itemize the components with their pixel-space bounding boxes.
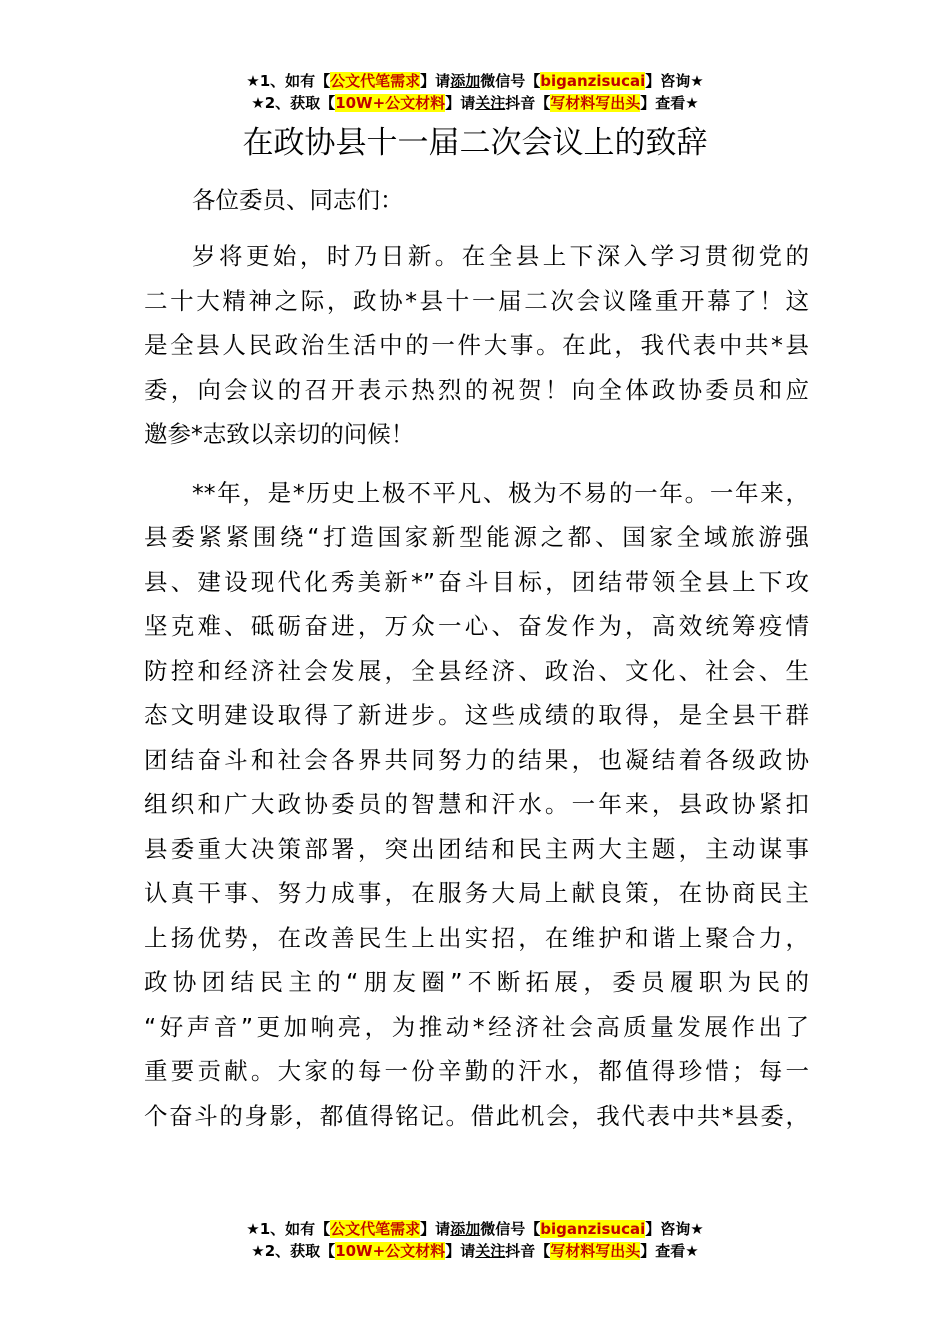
banner-wechat-id: biganzisucai (540, 72, 646, 90)
banner-underlined-text: 添加 (450, 1220, 481, 1238)
banner-highlight: 10W+公文材料 (335, 94, 446, 112)
banner-text: 】咨询★ (645, 72, 704, 90)
banner-text: 】请 (445, 94, 476, 112)
banner-underlined-text: 关注 (475, 94, 506, 112)
banner-line-2 (0, 1240, 950, 1262)
paragraph-line: 组织和广大政协委员的智慧和汗水。一年来，县政协紧扣 (144, 790, 809, 818)
top-banner (0, 70, 950, 114)
paragraph-line: 县、建设现代化秀美新*”奋斗目标，团结带领全县上下攻 (144, 567, 809, 596)
banner-text: ★1、如有【 (246, 72, 331, 90)
banner-highlight: 公文代笔需求 (330, 1220, 421, 1238)
paragraph-line: **年，是*历史上极不平凡、极为不易的一年。一年来， (192, 478, 809, 507)
banner-text: 】咨询★ (645, 1220, 704, 1238)
banner-text: 】请 (420, 1220, 451, 1238)
paragraph-line: 防控和经济社会发展，全县经济、政治、文化、社会、生 (144, 656, 809, 685)
banner-text: 】请 (445, 1242, 476, 1260)
paragraph-line: 县委重大决策部署，突出团结和民主两大主题，主动谋事 (144, 834, 809, 863)
paragraph-line: 邀参*志致以亲切的问候！ (144, 420, 415, 448)
paragraph-line: 岁将更始，时乃日新。在全县上下深入学习贯彻党的 (192, 242, 809, 270)
banner-highlight: 公文代笔需求 (330, 72, 421, 90)
paragraph-line: 态文明建设取得了新进步。这些成绩的取得，是全县干群 (144, 701, 809, 729)
paragraph-line: 重要贡献。大家的每一份辛勤的汗水，都值得珍惜；每一 (144, 1057, 809, 1085)
banner-line-1 (0, 70, 950, 92)
banner-text: ★2、获取【 (251, 94, 336, 112)
banner-underlined-text: 关注 (475, 1242, 506, 1260)
banner-text: 】查看★ (640, 1242, 699, 1260)
paragraph-line: 团结奋斗和社会各界共同努力的结果，也凝结着各级政协 (144, 745, 809, 774)
salutation: 各位委员、同志们： (192, 186, 404, 214)
bottom-banner (0, 1218, 950, 1262)
paragraph-line: 是全县人民政治生活中的一件大事。在此，我代表中共*县 (144, 331, 809, 359)
paragraph-line: 认真干事、努力成事，在服务大局上献良策，在协商民主 (144, 879, 809, 907)
banner-text: 抖音【 (505, 94, 551, 112)
paragraph-line: 上扬优势，在改善民生上出实招，在维护和谐上聚合力， (144, 923, 809, 952)
banner-douyin-id: 写材料写出头 (550, 94, 641, 112)
paragraph-line: 委，向会议的召开表示热烈的祝贺！向全体政协委员和应 (144, 375, 809, 404)
banner-wechat-id: biganzisucai (540, 1220, 646, 1238)
document-title: 在政协县十一届二次会议上的致辞 (242, 125, 708, 161)
banner-text: 】请 (420, 72, 451, 90)
banner-douyin-id: 写材料写出头 (550, 1242, 641, 1260)
banner-underlined-text: 添加 (450, 72, 481, 90)
paragraph-line: 县委紧紧围绕“打造国家新型能源之都、国家全域旅游强 (144, 523, 809, 551)
paragraph-line: 政协团结民主的“朋友圈”不断拓展，委员履职为民的 (144, 968, 809, 996)
banner-text: 】查看★ (640, 94, 699, 112)
banner-highlight: 10W+公文材料 (335, 1242, 446, 1260)
banner-text: ★2、获取【 (251, 1242, 336, 1260)
banner-text: ★1、如有【 (246, 1220, 331, 1238)
banner-text: 微信号【 (480, 1220, 541, 1238)
banner-line-2 (0, 92, 950, 114)
paragraph-line: 二十大精神之际，政协*县十一届二次会议隆重开幕了！这 (144, 286, 809, 315)
paragraph-1 (144, 234, 809, 457)
paragraph-line: “好声音”更加响亮，为推动*经济社会高质量发展作出了 (144, 1012, 809, 1041)
banner-text: 抖音【 (505, 1242, 551, 1260)
banner-line-1 (0, 1218, 950, 1240)
document-body (144, 178, 809, 1152)
paragraph-line: 坚克难、砥砺奋进，万众一心、奋发作为，高效统筹疫情 (144, 612, 809, 640)
banner-text: 微信号【 (480, 72, 541, 90)
paragraph-2 (144, 471, 809, 1139)
paragraph-line: 个奋斗的身影，都值得铭记。借此机会，我代表中共*县委， (144, 1101, 809, 1130)
